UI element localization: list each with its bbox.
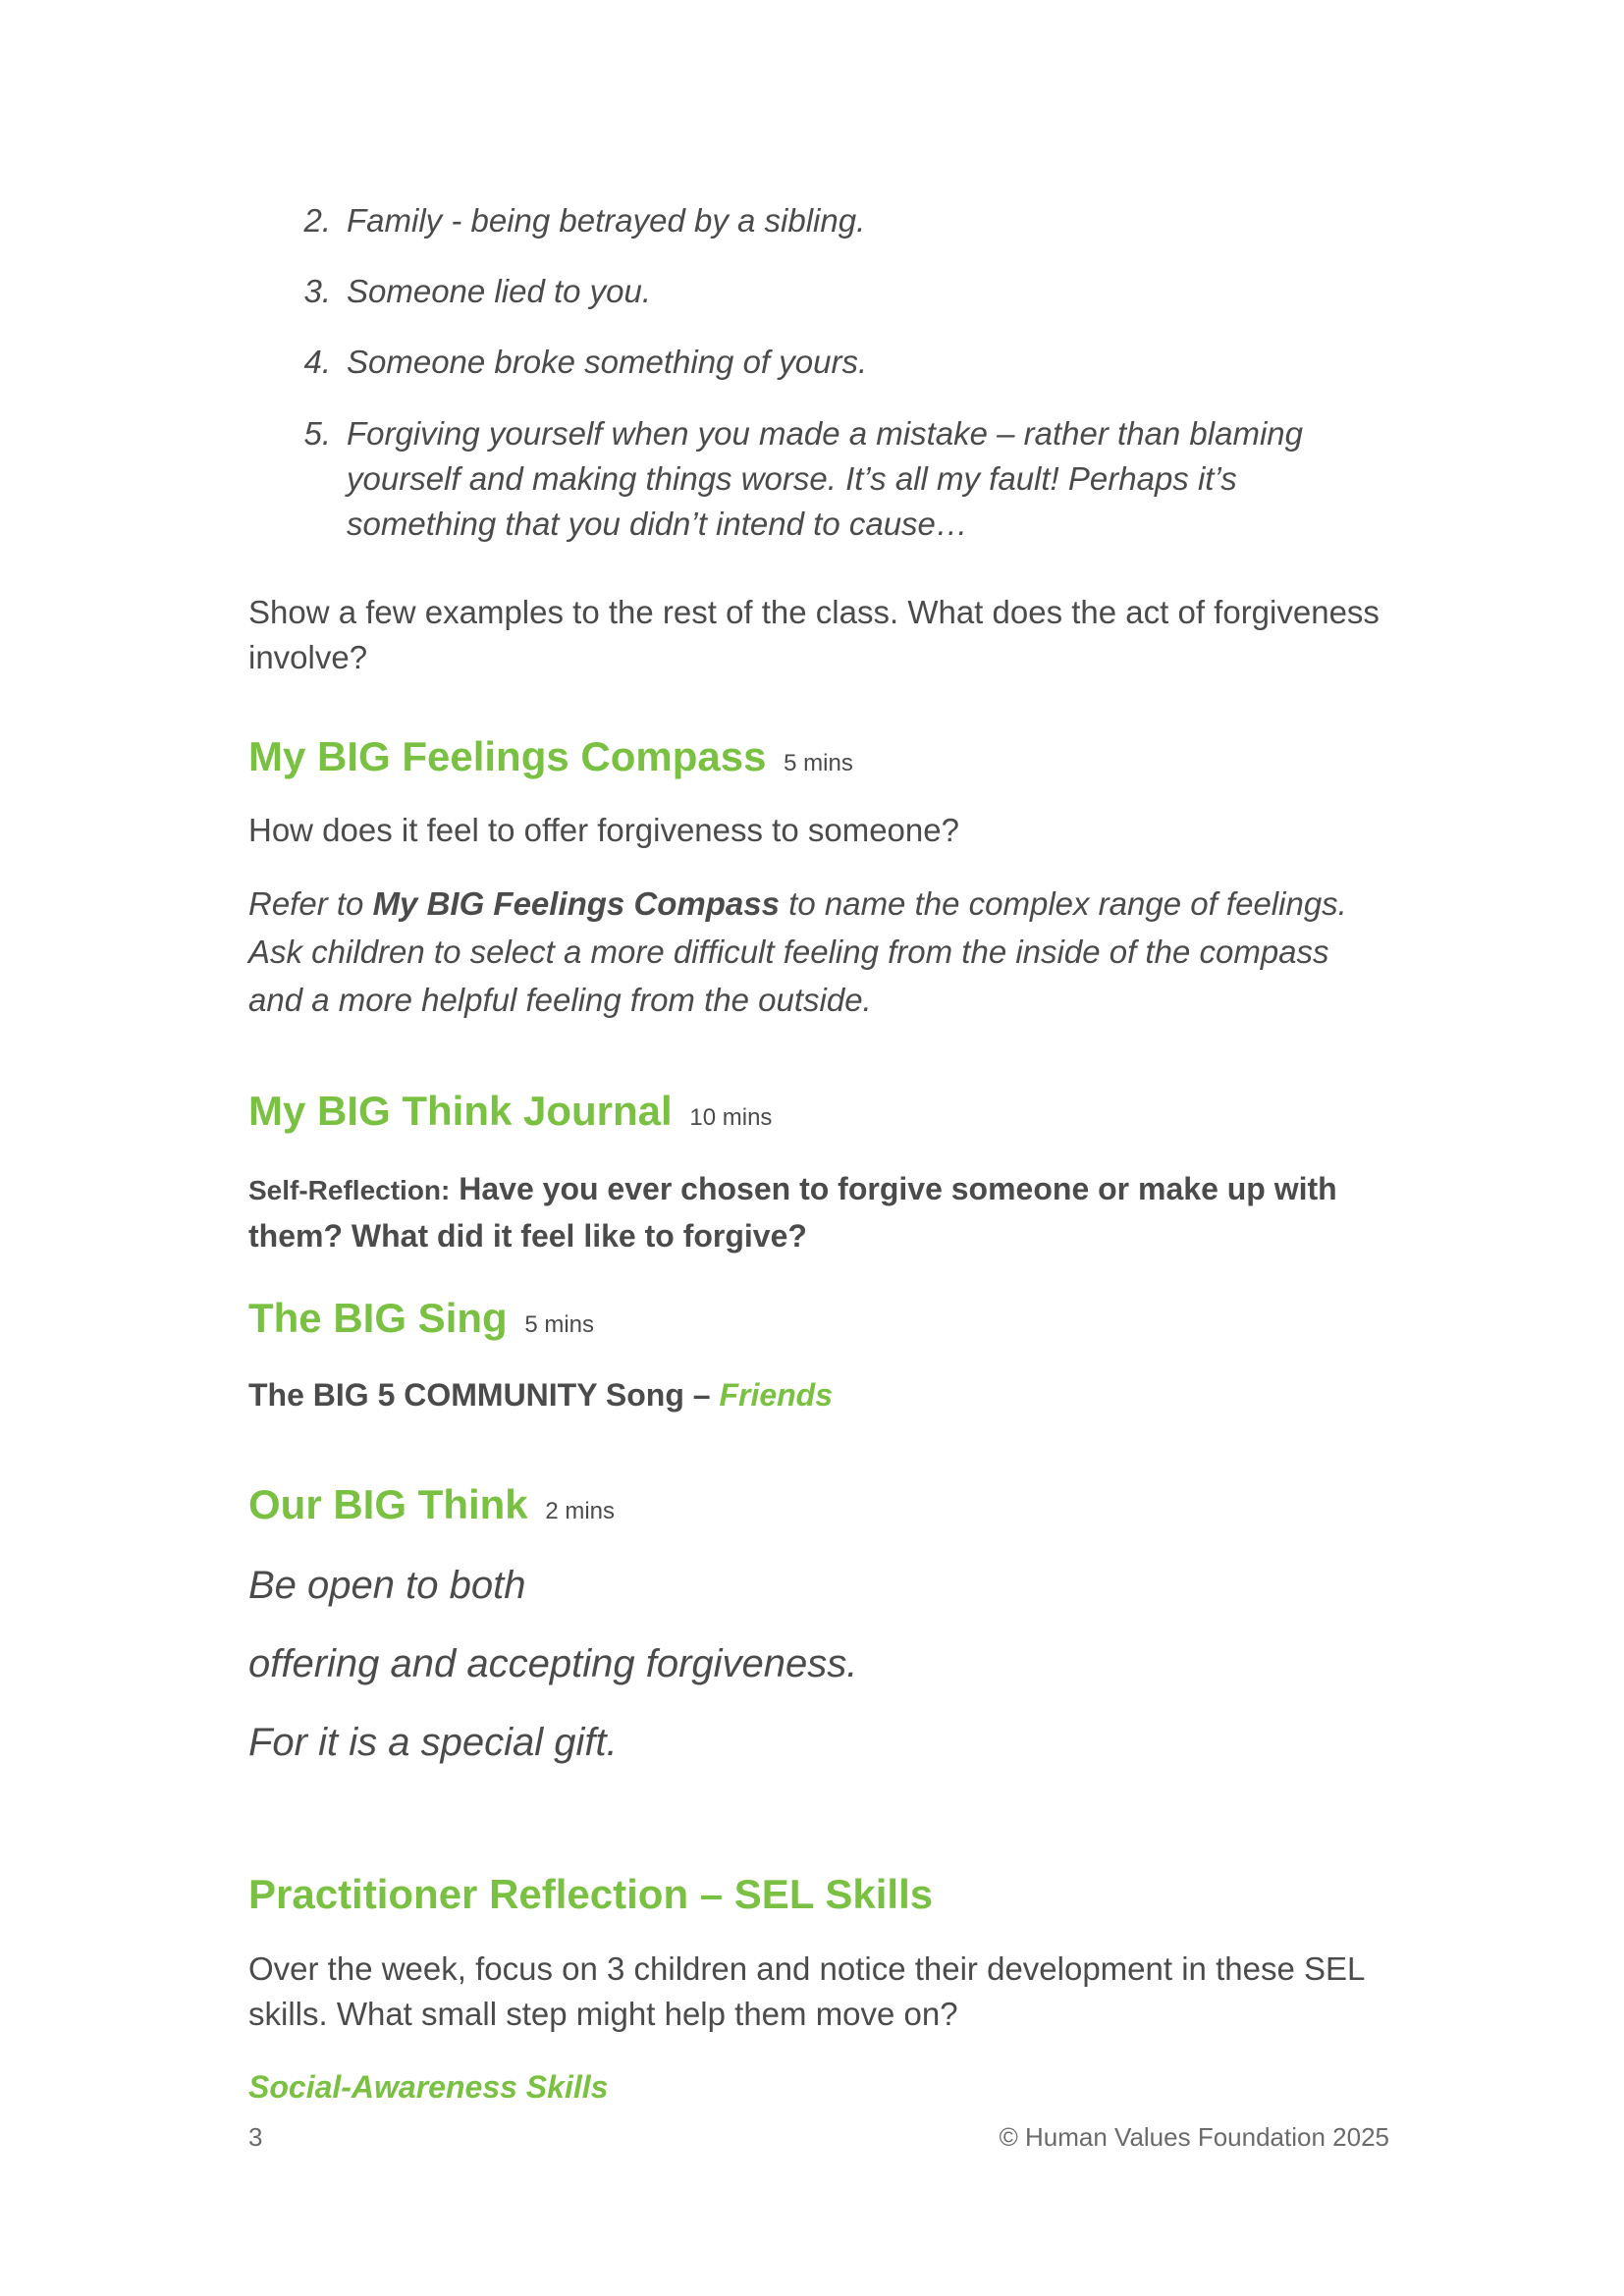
reflection-heading bbox=[248, 1867, 1389, 1922]
song-name: Friends bbox=[719, 1377, 834, 1413]
think-line: offering and accepting forgiveness. bbox=[248, 1642, 858, 1685]
reflection-subheading: Social-Awareness Skills bbox=[248, 2069, 609, 2105]
compass-heading bbox=[248, 729, 1389, 791]
compass-note bbox=[248, 880, 1389, 1024]
journal-title: My BIG Think Journal bbox=[248, 1088, 673, 1134]
intro-paragraph: Show a few examples to the rest of the class. What does the act of forgiveness involve? bbox=[248, 594, 1380, 675]
list-text: Someone broke something of yours. bbox=[347, 344, 868, 380]
think-line: Be open to both bbox=[248, 1564, 526, 1607]
list-item bbox=[298, 269, 1378, 314]
compass-note-post: to name the complex range of feelings. Ask children to select a more difficult feeling from the inside of the compass and a more helpful feeling from the outside. bbox=[248, 885, 1347, 1018]
list-text: Forgiving yourself when you made a mistake – rather than blaming yourself and making things worse. It’s all my fault! Perhaps it’s something that you didn’t intend to cause… bbox=[347, 415, 1303, 542]
compass-duration: 5 mins bbox=[784, 750, 853, 776]
journal-question: Have you ever chosen to forgive someone or make up with them? What did it feel like to forgive? bbox=[248, 1171, 1337, 1254]
list-number: 2. bbox=[303, 202, 331, 239]
compass-title: My BIG Feelings Compass bbox=[248, 733, 767, 779]
think-title: Our BIG Think bbox=[248, 1481, 528, 1527]
list-item bbox=[298, 198, 1378, 243]
list-text: Family - being betrayed by a sibling. bbox=[347, 202, 866, 239]
think-line: For it is a special gift. bbox=[248, 1721, 618, 1764]
list-item bbox=[298, 411, 1378, 547]
list-number: 4. bbox=[303, 344, 331, 380]
copyright: © Human Values Foundation 2025 bbox=[999, 2122, 1389, 2152]
list-number: 5. bbox=[303, 415, 331, 452]
page-number: 3 bbox=[248, 2122, 263, 2152]
reflection-paragraph: Over the week, focus on 3 children and notice their development in these SEL skills. What small step might help them move on? bbox=[248, 1950, 1365, 2032]
journal-heading bbox=[248, 1084, 1389, 1146]
journal-prompt bbox=[248, 1166, 1389, 1258]
reflection-title: Practitioner Reflection – SEL Skills bbox=[248, 1871, 934, 1917]
sing-heading bbox=[248, 1291, 1389, 1353]
sing-title: The BIG Sing bbox=[248, 1295, 508, 1341]
sing-duration: 5 mins bbox=[524, 1311, 595, 1338]
journal-duration: 10 mins bbox=[689, 1104, 773, 1131]
song-label: The BIG 5 COMMUNITY Song – bbox=[248, 1377, 720, 1413]
list-text: Someone lied to you. bbox=[347, 273, 652, 309]
sing-song bbox=[248, 1372, 1389, 1417]
journal-lead: Self-Reflection: bbox=[248, 1175, 451, 1205]
think-duration: 2 mins bbox=[545, 1498, 616, 1524]
think-heading bbox=[248, 1477, 1389, 1539]
compass-note-pre: Refer to bbox=[248, 885, 373, 922]
list-item bbox=[298, 340, 1378, 385]
compass-note-bold: My BIG Feelings Compass bbox=[372, 885, 780, 922]
list-number: 3. bbox=[303, 273, 331, 309]
compass-question: How does it feel to offer forgiveness to someone? bbox=[248, 812, 959, 848]
